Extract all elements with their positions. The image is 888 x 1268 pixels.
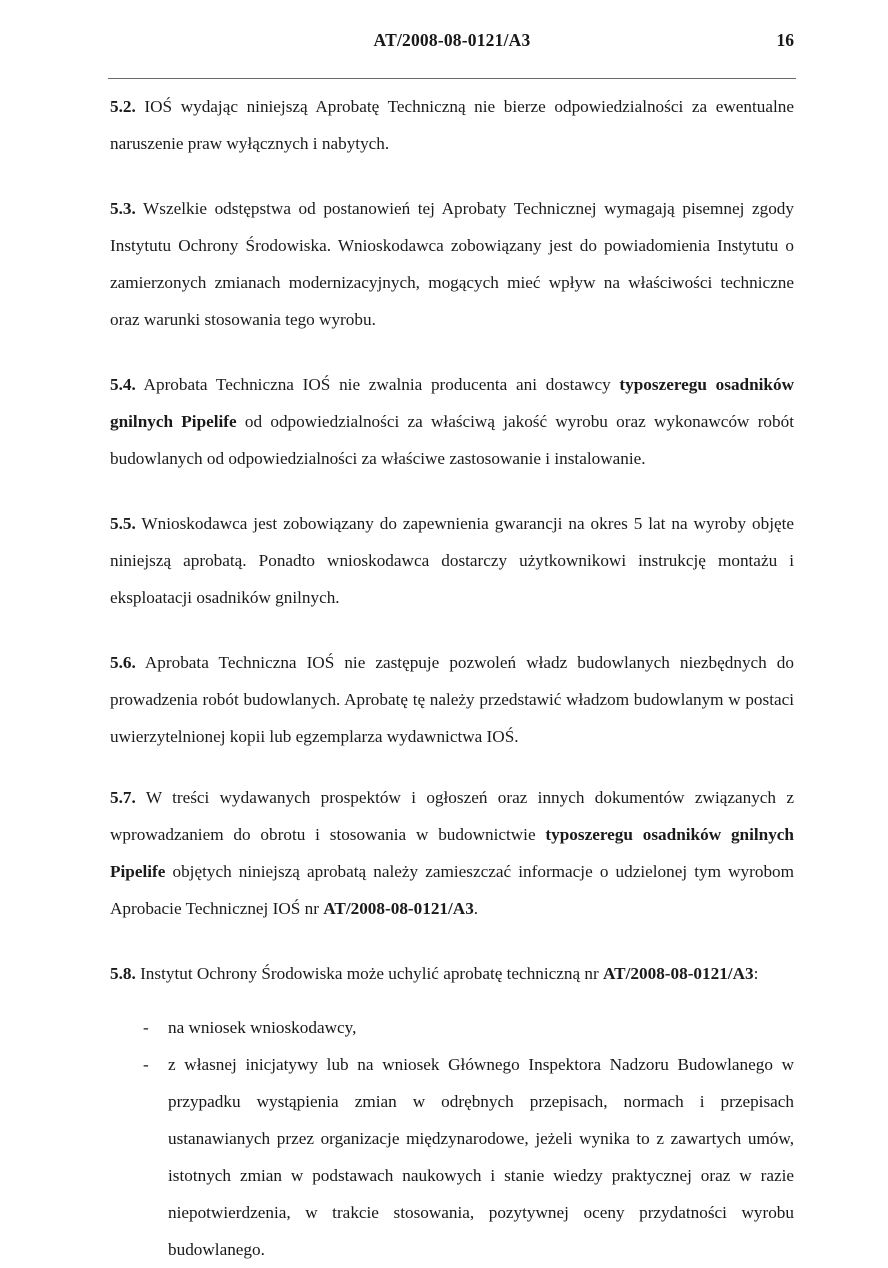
paragraph-text-5-8-after: : <box>753 964 759 983</box>
paragraph-number-5-8: 5.8. <box>110 964 136 983</box>
paragraph-text-5-7-before: W treści wydawanych prospektów i ogłoszeń oraz innych dokumentów związanych z wprowadzaniem do obrotu i stosowania w budownictwie <box>110 788 794 844</box>
paragraph-5-6 <box>110 644 794 755</box>
paragraph-text-5-2: IOŚ wydając niniejszą Aprobatę Techniczną nie bierze odpowiedzialności za ewentualne naruszenie praw wyłącznych i nabytych. <box>110 97 794 153</box>
paragraph-number-5-2: 5.2. <box>110 97 136 116</box>
paragraph-text-5-4-after: od odpowiedzialności za właściwą jakość wyrobu oraz wykonawców robót budowlanych od odpowiedzialności za właściwe zastosowanie i instalowanie. <box>110 412 794 468</box>
header-approval-number: AT/2008-08-0121/A3 <box>373 30 531 50</box>
paragraph-bold-5-4: typoszeregu osadników gnilnych Pipelife <box>110 375 794 431</box>
paragraph-5-7 <box>110 779 794 927</box>
paragraph-number-5-3: 5.3. <box>110 199 136 218</box>
header-page-number: 16 <box>776 30 794 50</box>
paragraph-text-5-8-before: Instytut Ochrony Środowiska może uchylić aprobatę techniczną nr <box>135 964 604 983</box>
paragraph-text-5-7-after: . <box>473 899 479 918</box>
paragraph-spacer <box>110 356 794 366</box>
list-item-text: na wniosek wnioskodawcy, <box>168 1018 357 1037</box>
paragraph-5-3 <box>110 190 794 338</box>
paragraph-5-2 <box>110 88 794 162</box>
paragraph-number-5-5: 5.5. <box>110 514 136 533</box>
paragraph-spacer <box>110 945 794 955</box>
header-divider <box>108 78 796 79</box>
paragraph-text-5-6: Aprobata Techniczna IOŚ nie zastępuje pozwoleń władz budowlanych niezbędnych do prowadzenia robót budowlanych. Aprobatę tę należy przedstawić władzom budowlanym w postaci uwierzytelnionej kopii lub egzemplarza wydawnictwa IOŚ. <box>110 653 794 746</box>
paragraph-text-5-5: Wnioskodawca jest zobowiązany do zapewnienia gwarancji na okres 5 lat na wyroby objęte niniejszą aprobatą. Ponadto wnioskodawca dostarczy użytkownikowi instrukcję montażu i eksploatacji osadników gnilnych. <box>110 514 794 607</box>
paragraph-5-4 <box>110 366 794 477</box>
paragraph-bold-5-7-approval-number: AT/2008-08-0121/A3 <box>323 899 474 918</box>
paragraph-spacer <box>110 634 794 644</box>
list-item <box>110 1046 794 1268</box>
list-item <box>110 1009 794 1046</box>
paragraph-number-5-6: 5.6. <box>110 653 136 672</box>
page-header <box>110 30 794 60</box>
paragraph-number-5-4: 5.4. <box>110 375 136 394</box>
paragraph-number-5-7: 5.7. <box>110 788 136 807</box>
document-body <box>110 88 794 1268</box>
paragraph-5-8 <box>110 955 794 992</box>
list-item-text: z własnej inicjatywy lub na wniosek Głównego Inspektora Nadzoru Budowlanego w przypadku wystąpienia zmian w odrębnych przepisach, normach i przepisach ustanawianych przez organizacje międzynarodowe, jeżeli wynika to z zawartych umów, istotnych zmian w podstawach naukowych i stanie wiedzy praktycznej oraz w razie niepotwierdzenia, w trakcie stosowania, pozytywnej oceny przydatności wyrobu budowlanego. <box>168 1055 794 1259</box>
paragraph-text-5-3: Wszelkie odstępstwa od postanowień tej Aprobaty Technicznej wymagają pisemnej zgody Instytutu Ochrony Środowiska. Wnioskodawca zobowiązany jest do powiadomienia Instytutu o zamierzonych zmianach modernizacyjnych, mogących mieć wpływ na właściwości techniczne oraz warunki stosowania tego wyrobu. <box>110 199 794 329</box>
paragraph-text-5-4-before: Aprobata Techniczna IOŚ nie zwalnia producenta ani dostawcy <box>135 375 620 394</box>
paragraph-bold-5-8-approval-number: AT/2008-08-0121/A3 <box>603 964 754 983</box>
paragraph-text-5-7-mid: objętych niniejszą aprobatą należy zamieszczać informacje o udzielonej tym wyrobom Aprobacie Technicznej IOŚ nr <box>110 862 794 918</box>
paragraph-5-5 <box>110 505 794 616</box>
paragraph-bold-5-7-product: typoszeregu osadników gnilnych Pipelife <box>110 825 794 881</box>
bullet-dash-marker: - <box>143 1055 149 1074</box>
paragraph-spacer <box>110 180 794 190</box>
bullet-dash-marker: - <box>143 1018 149 1037</box>
paragraph-spacer <box>110 495 794 505</box>
revocation-conditions-list <box>110 1009 794 1268</box>
